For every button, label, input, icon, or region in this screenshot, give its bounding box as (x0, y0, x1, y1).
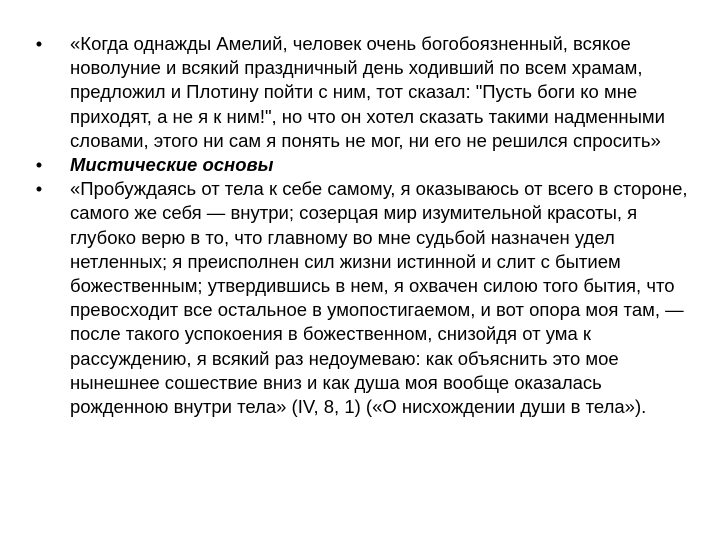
bullet-marker: • (35, 33, 43, 54)
bullet-list (32, 32, 702, 419)
bullet-item-amelius-quote (32, 32, 702, 153)
bullet-heading: Мистические основы (70, 154, 274, 176)
bullet-marker: • (35, 178, 43, 200)
bullet-text: «Когда однажды Амелий, человек очень богобоязненный, всякое новолуние и всякий праздничный день ходивший по всем храмам, предложил и Плотину пойти с ним, тот сказал: "Пусть боги ко мне приходят, а не я к ним!", но что он хотел сказать такими надменными словами, этого ни сам я понять не мог, ни его не решился спросить» (70, 33, 665, 151)
bullet-item-mystic-foundations (32, 153, 702, 177)
bullet-item-awakening-quote (32, 177, 702, 419)
bullet-marker: • (35, 154, 43, 176)
bullet-text: «Пробуждаясь от тела к себе самому, я оказываюсь от всего в стороне, самого же себя — внутри; созерцая мир изумительной красоты, я глубоко верю в то, что главному во мне судьбой назначен удел нетленных; я преисполнен сил жизни истинной и слит с бытием божественным; утвердившись в нем, я охвачен силою того бытия, что превосходит все остальное в умопостигаемом, и вот опора моя там, — после такого успокоения в божественном, снизойдя от ума к рассуждению, я всякий раз недоумеваю: как объяснить это мое нынешнее сошествие вниз и как душа моя вообще оказалась рожденною внутри тела» (IV, 8, 1) («О нисхождении души в тела»). (70, 178, 688, 418)
